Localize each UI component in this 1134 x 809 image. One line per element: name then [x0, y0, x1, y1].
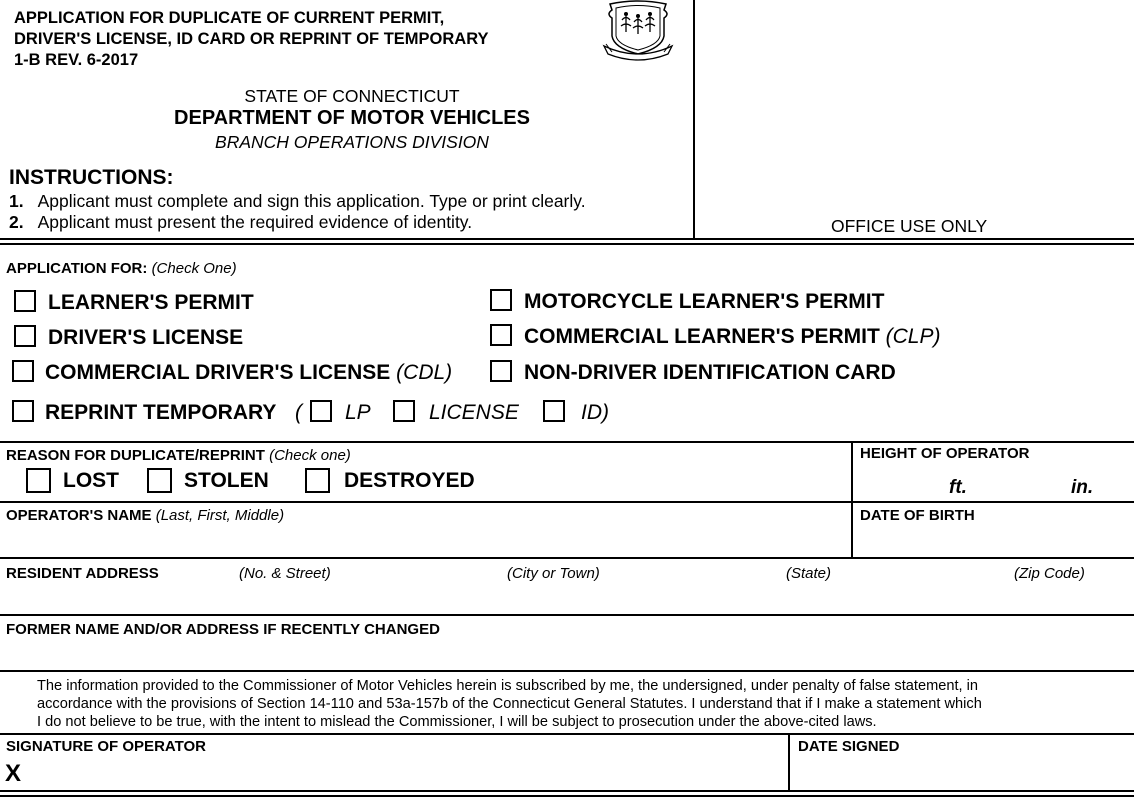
- instruction-item: 1. Applicant must complete and sign this application. Type or print clearly.: [9, 191, 586, 211]
- destroyed-checkbox[interactable]: [305, 468, 330, 493]
- dob-field[interactable]: [860, 526, 1128, 556]
- reprint-license-checkbox[interactable]: [393, 400, 415, 422]
- reprint-id-label: ID): [581, 401, 609, 424]
- date-signed-label: DATE SIGNED: [798, 738, 900, 755]
- clp-checkbox[interactable]: [490, 324, 512, 346]
- motorcycle-permit-checkbox[interactable]: [490, 289, 512, 311]
- drivers-license-label: DRIVER'S LICENSE: [48, 326, 244, 349]
- height-in-label: in.: [1071, 477, 1094, 498]
- clp-label: COMMERCIAL LEARNER'S PERMIT (CLP): [524, 325, 941, 348]
- office-use-label: OFFICE USE ONLY: [831, 216, 988, 236]
- address-city-hint: (City or Town): [507, 565, 600, 582]
- reprint-temporary-label: REPRINT TEMPORARY: [45, 401, 277, 424]
- non-driver-id-label: NON-DRIVER IDENTIFICATION CARD: [524, 361, 896, 384]
- form-title-line1: APPLICATION FOR DUPLICATE OF CURRENT PERMIT,: [14, 9, 445, 27]
- form-title-line2: DRIVER'S LICENSE, ID CARD OR REPRINT OF TEMPORARY: [14, 30, 489, 48]
- form-title: [14, 8, 489, 71]
- non-driver-id-checkbox[interactable]: [490, 360, 512, 382]
- cdl-label: COMMERCIAL DRIVER'S LICENSE (CDL): [45, 361, 453, 384]
- form-number: 1-B REV. 6-2017: [14, 51, 139, 69]
- operator-name-field[interactable]: [6, 526, 846, 556]
- signature-x-mark: X: [5, 760, 22, 787]
- section-rule: [0, 614, 1134, 616]
- address-street-hint: (No. & Street): [239, 565, 331, 582]
- reprint-license-label: LICENSE: [429, 401, 519, 424]
- column-divider: [788, 733, 790, 791]
- section-rule: [0, 243, 1134, 245]
- division-name: BRANCH OPERATIONS DIVISION: [215, 132, 489, 152]
- resident-address-label: RESIDENT ADDRESS: [6, 565, 159, 582]
- signature-label: SIGNATURE OF OPERATOR: [6, 738, 207, 755]
- lost-checkbox[interactable]: [26, 468, 51, 493]
- address-zip-hint: (Zip Code): [1014, 565, 1085, 582]
- state-seal-icon: [598, 0, 678, 62]
- section-rule: [0, 441, 1134, 443]
- section-rule: [0, 795, 1134, 797]
- column-divider: [851, 441, 853, 559]
- height-label: HEIGHT OF OPERATOR: [860, 445, 1030, 462]
- instructions-heading: INSTRUCTIONS:: [9, 166, 174, 189]
- application-for-label: APPLICATION FOR: (Check One): [6, 260, 237, 277]
- reprint-open-paren: (: [295, 401, 302, 424]
- section-rule: [0, 670, 1134, 672]
- office-use-divider: [693, 0, 695, 239]
- dob-label: DATE OF BIRTH: [860, 507, 975, 524]
- stolen-label: STOLEN: [184, 469, 269, 492]
- section-rule: [0, 501, 1134, 503]
- operator-name-label: OPERATOR'S NAME (Last, First, Middle): [6, 507, 285, 524]
- reprint-temporary-checkbox[interactable]: [12, 400, 34, 422]
- height-ft-field[interactable]: [870, 470, 940, 498]
- reprint-id-checkbox[interactable]: [543, 400, 565, 422]
- section-rule: [0, 733, 1134, 735]
- height-in-field[interactable]: [990, 470, 1065, 498]
- stolen-checkbox[interactable]: [147, 468, 172, 493]
- instructions-list: [9, 191, 586, 233]
- section-rule: [0, 238, 1134, 240]
- legal-statement: The information provided to the Commissioner of Motor Vehicles herein is subscribed by me, the undersigned, under penalty of false statement, in accordance with the provisions of Section 14-110 and 53a-157b of the Connecticut General Statutes. I understand that if I make a statement which I do not believe to be true, with the intent to mislead the Commissioner, I will be subject to prosecution under the above-cited laws.: [37, 678, 982, 730]
- former-name-label: FORMER NAME AND/OR ADDRESS IF RECENTLY CHANGED: [6, 621, 440, 638]
- drivers-license-checkbox[interactable]: [14, 325, 36, 347]
- reprint-lp-checkbox[interactable]: [310, 400, 332, 422]
- address-state-hint: (State): [786, 565, 832, 582]
- state-name: STATE OF CONNECTICUT: [244, 86, 460, 106]
- department-name: DEPARTMENT OF MOTOR VEHICLES: [174, 107, 530, 129]
- signature-field[interactable]: [30, 758, 780, 788]
- height-ft-label: ft.: [949, 477, 967, 498]
- section-rule: [0, 557, 1134, 559]
- learners-permit-label: LEARNER'S PERMIT: [48, 291, 254, 314]
- cdl-checkbox[interactable]: [12, 360, 34, 382]
- section-rule: [0, 790, 1134, 792]
- reprint-lp-label: LP: [345, 401, 371, 424]
- motorcycle-permit-label: MOTORCYCLE LEARNER'S PERMIT: [524, 290, 885, 313]
- reason-label: REASON FOR DUPLICATE/REPRINT (Check one): [6, 447, 351, 464]
- former-name-field[interactable]: [6, 640, 1128, 668]
- instruction-item: 2. Applicant must present the required evidence of identity.: [9, 212, 473, 232]
- destroyed-label: DESTROYED: [344, 469, 475, 492]
- lost-label: LOST: [63, 469, 119, 492]
- learners-permit-checkbox[interactable]: [14, 290, 36, 312]
- date-signed-field[interactable]: [798, 758, 1128, 788]
- resident-address-field[interactable]: [6, 584, 1128, 612]
